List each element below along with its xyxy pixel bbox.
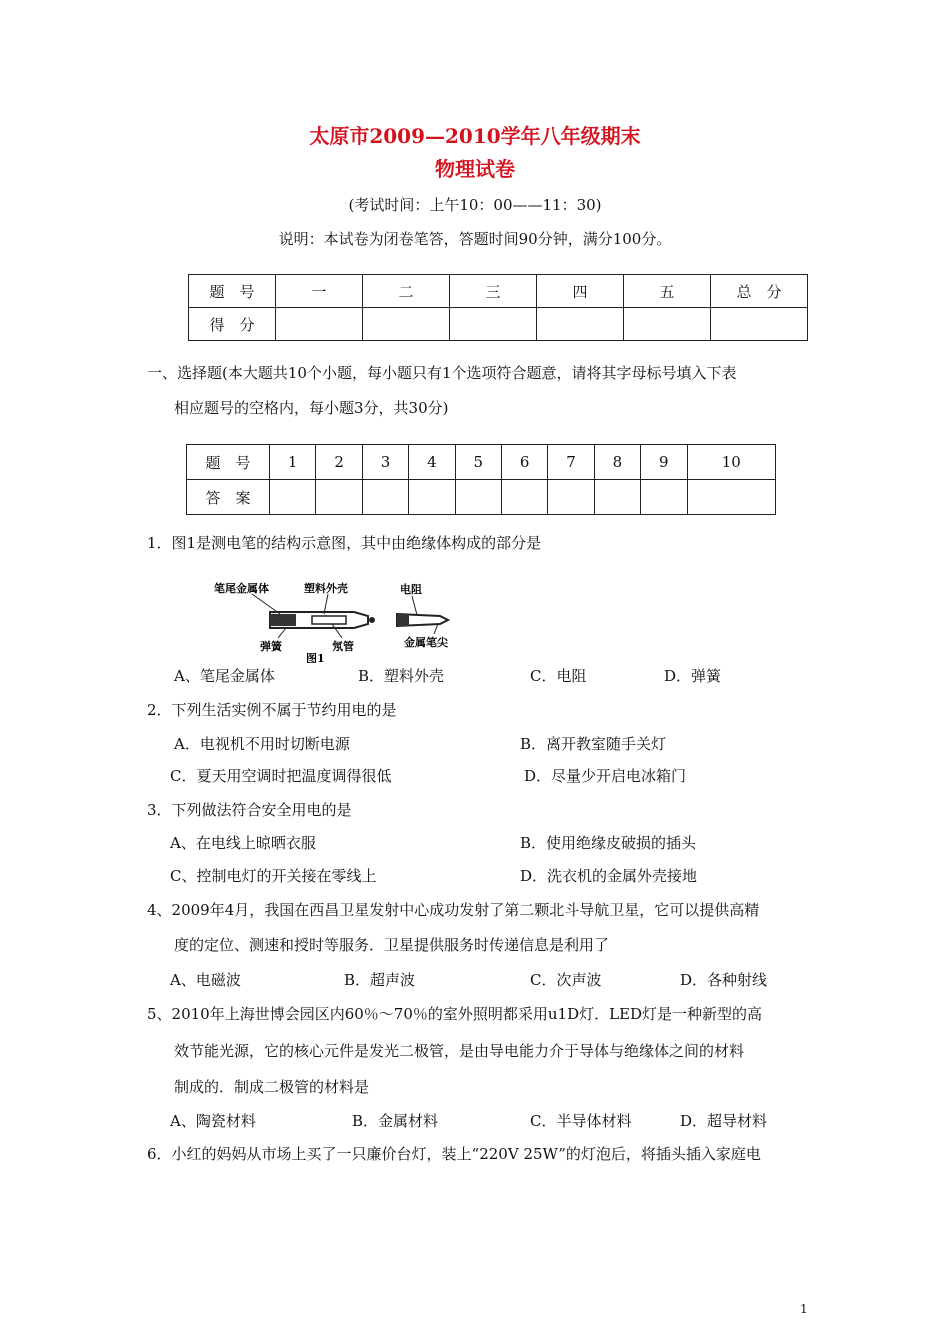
score-cell[interactable] — [276, 308, 363, 341]
q3-stem: 3．下列做法符合安全用电的是 — [147, 801, 352, 819]
label-plastic-shell: 塑料外壳 — [304, 582, 348, 595]
q5-stem-line1: 5、2010年上海世博会园区内60％～70％的室外照明都采用u1D灯．LED灯是一种新型的高 — [147, 1005, 763, 1023]
q1-option-d[interactable]: D．弹簧 — [664, 667, 722, 685]
answer-cell[interactable] — [641, 480, 687, 515]
question-number: 1 — [270, 445, 316, 480]
q3-option-b[interactable]: B．使用绝缘皮破损的插头 — [520, 834, 697, 852]
question-number: 6 — [501, 445, 547, 480]
q1-option-c[interactable]: C．电阻 — [530, 667, 587, 685]
question-number: 9 — [641, 445, 687, 480]
leader-line — [412, 596, 417, 615]
question-number: 10 — [687, 445, 775, 480]
label-spring: 弹簧 — [260, 640, 282, 653]
answer-cell[interactable] — [687, 480, 775, 515]
score-table-header-row — [189, 275, 808, 308]
q1-option-b[interactable]: B．塑料外壳 — [358, 667, 445, 685]
answer-cell[interactable] — [501, 480, 547, 515]
score-table — [188, 274, 808, 341]
score-col-4: 四 — [537, 275, 624, 308]
answer-row2-label: 答 案 — [187, 480, 270, 515]
q4-stem-line1: 4、2009年4月，我国在西昌卫星发射中心成功发射了第二颗北斗导航卫星，它可以提供高精 — [147, 901, 760, 919]
score-cell[interactable] — [711, 308, 808, 341]
score-col-5: 五 — [624, 275, 711, 308]
pen-neon-tube-shape — [312, 616, 346, 624]
test-pen-diagram — [212, 578, 472, 663]
q5-option-b[interactable]: B．金属材料 — [352, 1112, 439, 1130]
figure-caption: 图1 — [306, 652, 325, 663]
pen-tip-dot — [369, 617, 375, 623]
q2-option-c[interactable]: C．夏天用空调时把温度调得很低 — [170, 767, 392, 785]
answer-row1-label: 题 号 — [187, 445, 270, 480]
leader-line — [252, 594, 280, 614]
question-number: 4 — [409, 445, 455, 480]
answer-cell[interactable] — [455, 480, 501, 515]
q3-option-d[interactable]: D．洗衣机的金属外壳接地 — [520, 867, 698, 885]
q2-option-a[interactable]: A．电视机不用时切断电源 — [174, 735, 350, 753]
label-metal-tip: 金属笔尖 — [404, 636, 448, 649]
answer-cell[interactable] — [316, 480, 362, 515]
question-number: 2 — [316, 445, 362, 480]
q6-stem-line1: 6．小红的妈妈从市场上买了一只廉价台灯，装上“220V 25W”的灯泡后，将插头插入家庭电 — [147, 1145, 761, 1163]
figure-1-test-pen — [212, 578, 472, 663]
q5-option-d[interactable]: D．超导材料 — [680, 1112, 768, 1130]
q4-option-b[interactable]: B．超声波 — [344, 971, 416, 989]
page-number: 1 — [800, 1302, 808, 1316]
q5-stem-line2: 效节能光源，它的核心元件是发光二极管，是由导电能力介于导体与绝缘体之间的材料 — [174, 1042, 745, 1060]
q3-option-c[interactable]: C、控制电灯的开关接在零线上 — [170, 867, 377, 885]
score-cell[interactable] — [363, 308, 450, 341]
score-table-score-row — [189, 308, 808, 341]
score-cell[interactable] — [450, 308, 537, 341]
exam-title: 太原市2009—2010学年八年级期末 — [309, 124, 641, 148]
answer-table — [186, 444, 776, 515]
leader-line — [278, 628, 286, 638]
score-row2-label: 得 分 — [189, 308, 276, 341]
score-row1-label: 题 号 — [189, 275, 276, 308]
q2-option-b[interactable]: B．离开教室随手关灯 — [520, 735, 667, 753]
q4-stem-line2: 度的定位、测速和授时等服务．卫星提供服务时传递信息是利用了 — [174, 936, 610, 954]
leader-line — [332, 624, 342, 638]
question-number: 5 — [455, 445, 501, 480]
q5-option-a[interactable]: A、陶瓷材料 — [170, 1112, 256, 1130]
label-resistor: 电阻 — [400, 583, 422, 596]
score-col-3: 三 — [450, 275, 537, 308]
score-col-1: 一 — [276, 275, 363, 308]
exam-time: (考试时间：上午10：00——11：30) — [348, 196, 602, 214]
section1-intro-line1: 一、选择题(本大题共10个小题，每小题只有1个选项符合题意，请将其字母标号填入下表 — [147, 364, 737, 382]
answer-cell[interactable] — [594, 480, 640, 515]
q4-option-c[interactable]: C．次声波 — [530, 971, 602, 989]
q5-option-c[interactable]: C．半导体材料 — [530, 1112, 632, 1130]
question-number: 7 — [548, 445, 594, 480]
label-tail-metal: 笔尾金属体 — [214, 582, 269, 595]
answer-cell[interactable] — [548, 480, 594, 515]
score-cell[interactable] — [624, 308, 711, 341]
q4-option-d[interactable]: D．各种射线 — [680, 971, 768, 989]
q5-stem-line3: 制成的．制成二极管的材料是 — [174, 1078, 370, 1096]
answer-table-answer-row — [187, 480, 776, 515]
answer-cell[interactable] — [270, 480, 316, 515]
q1-stem: 1．图1是测电笔的结构示意图，其中由绝缘体构成的部分是 — [147, 534, 542, 552]
score-cell[interactable] — [537, 308, 624, 341]
question-number: 8 — [594, 445, 640, 480]
section1-intro-line2: 相应题号的空格内，每小题3分，共30分) — [174, 399, 449, 417]
pen-tail-metal-shape — [270, 614, 296, 626]
question-number: 3 — [362, 445, 408, 480]
answer-cell[interactable] — [362, 480, 408, 515]
answer-table-number-row — [187, 445, 776, 480]
answer-cell[interactable] — [409, 480, 455, 515]
q3-option-a[interactable]: A、在电线上晾晒衣服 — [170, 834, 316, 852]
q2-option-d[interactable]: D．尽量少开启电冰箱门 — [524, 767, 687, 785]
exam-subtitle: 物理试卷 — [435, 157, 515, 181]
score-col-total: 总 分 — [711, 275, 808, 308]
pen-resistor-cap — [397, 614, 409, 626]
q2-stem: 2．下列生活实例不属于节约用电的是 — [147, 701, 397, 719]
leader-line — [434, 624, 438, 634]
q4-option-a[interactable]: A、电磁波 — [170, 971, 241, 989]
score-col-2: 二 — [363, 275, 450, 308]
label-neon-tube: 氖管 — [332, 640, 354, 653]
exam-instructions: 说明：本试卷为闭卷笔答，答题时间90分钟，满分100分。 — [278, 230, 672, 248]
q1-option-a[interactable]: A、笔尾金属体 — [174, 667, 275, 685]
